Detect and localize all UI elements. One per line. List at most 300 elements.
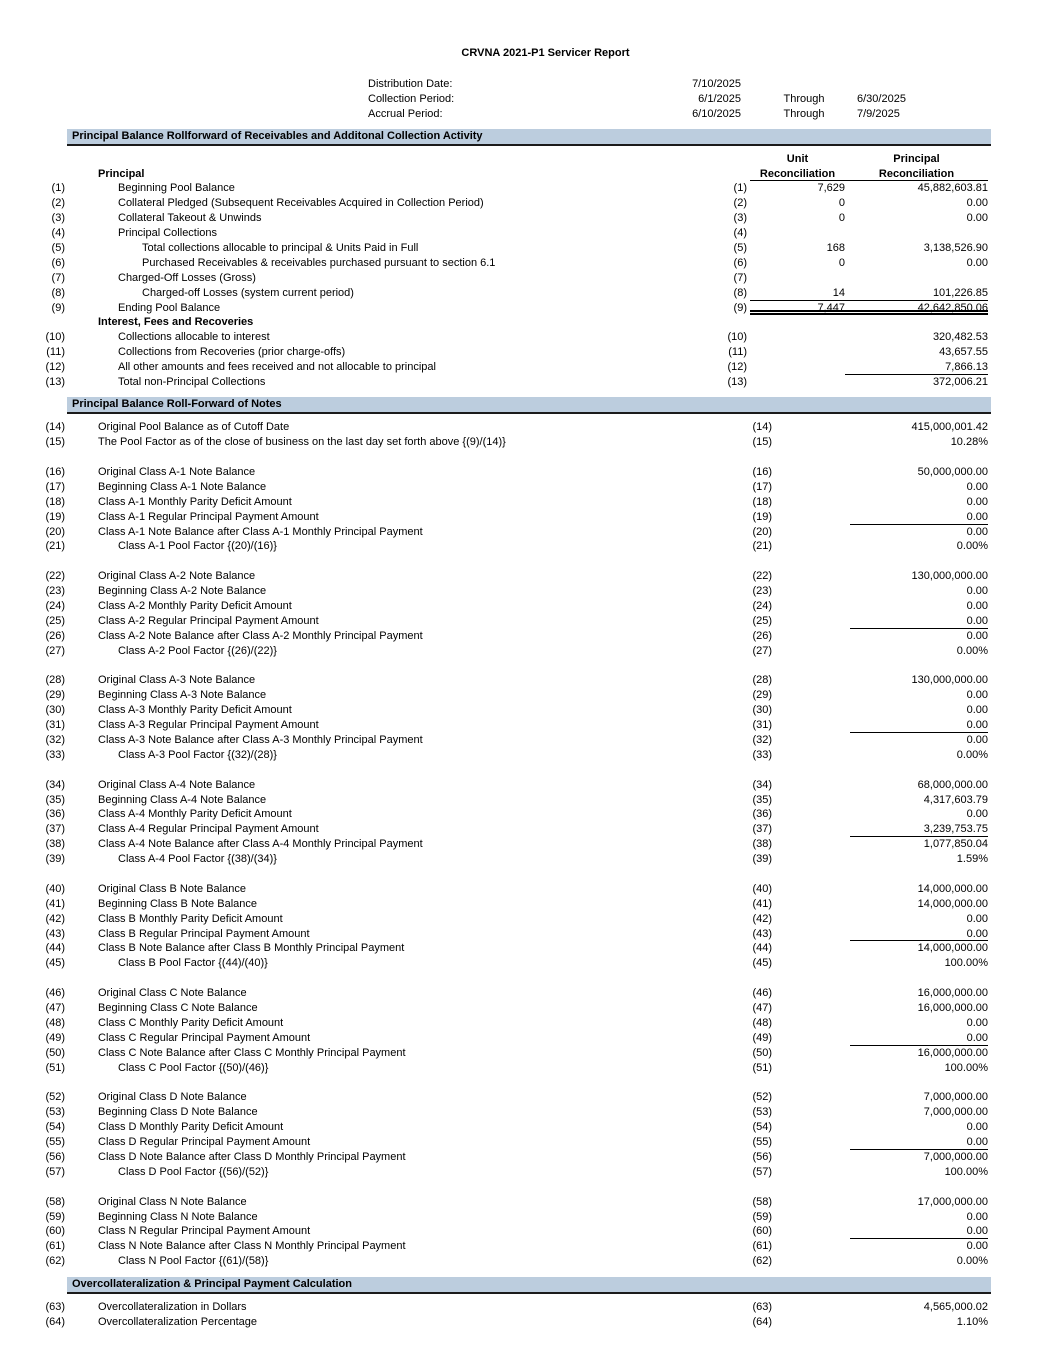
row-number-right: (17) [752,480,772,493]
row-label: Beginning Class A-1 Note Balance [98,480,267,493]
row-label: Beginning Class A-3 Note Balance [98,689,267,702]
principal-value: 0.00% [956,540,988,553]
table-row [0,778,1055,793]
row-number-right: (47) [752,1002,772,1015]
distribution-date-row [0,77,1055,92]
row-label: Class B Pool Factor {(44)/(40)} [118,957,268,970]
row-number: (49) [45,1031,65,1044]
principal-value: 0.00 [966,1210,988,1223]
row-label: Beginning Class A-2 Note Balance [98,585,267,598]
row-label: Class B Note Balance after Class B Monthly Principal Payment [98,942,405,955]
accrual-period-end: 7/9/2025 [857,107,900,120]
principal-reconciliation-value: 42,642,850.06 [917,301,988,314]
table-row [0,435,1055,450]
row-number-right: (62) [752,1255,772,1268]
row-number-right: (46) [752,987,772,1000]
row-label: Class A-4 Regular Principal Payment Amount [98,823,319,836]
table-row [0,599,1055,614]
row-label: Class A-2 Pool Factor {(26)/(22)} [118,644,277,657]
row-number: (18) [45,495,65,508]
row-number-right: (63) [752,1301,772,1314]
row-number: (4) [51,227,65,240]
table-row [0,837,1055,852]
notes-rollforward-table [0,420,1055,1269]
principal-value: 50,000,000.00 [917,465,988,478]
row-number-right: (52) [752,1091,772,1104]
row-number-right: (51) [752,1061,772,1074]
row-label: Class B Regular Principal Payment Amount [98,927,310,940]
table-row [0,211,1055,226]
principal-value: 0.00 [966,600,988,612]
row-number: (64) [45,1315,65,1328]
row-number-right: (13) [727,376,747,389]
unit-reconciliation-value: 7,629 [817,182,845,195]
row-label: Class C Regular Principal Payment Amount [98,1031,311,1044]
row-number-right: (26) [752,629,772,642]
row-number: (5) [51,242,65,255]
principal-reconciliation-value: 45,882,603.81 [917,182,988,195]
row-number-right: (16) [752,465,772,478]
row-number-right: (53) [752,1106,772,1119]
table-row [0,897,1055,912]
principal-value: 0.00 [966,585,988,598]
table-row [0,1315,1055,1330]
principal-value: 130,000,000.00 [911,674,988,687]
row-number-right: (48) [752,1016,772,1029]
spacer [0,61,1055,77]
row-number: (14) [45,421,65,434]
row-number: (31) [45,719,65,732]
table-row [0,525,1055,540]
row-number-right: (9) [733,301,747,314]
row-label: Class A-4 Note Balance after Class A-4 Monthly Principal Payment [98,838,423,851]
spacer-row [0,554,1055,569]
row-label: Class A-3 Regular Principal Payment Amount [98,719,319,732]
principal-reconciliation-header-line1: Principal [893,152,940,165]
row-label: Class A-3 Monthly Parity Deficit Amount [98,704,292,717]
row-label: Class N Pool Factor {(61)/(58)} [118,1255,269,1268]
row-number: (55) [45,1136,65,1149]
spacer-row [0,1180,1055,1195]
collection-period-label: Collection Period: [368,92,455,105]
table-row [0,1120,1055,1135]
table-row [0,986,1055,1001]
table-row [0,271,1055,286]
table-row [0,956,1055,971]
row-number: (20) [45,525,65,538]
table-row [0,1046,1055,1061]
row-number: (41) [45,897,65,910]
table-row [0,912,1055,927]
row-number: (35) [45,793,65,806]
accrual-period-start: 6/10/2025 [692,107,741,120]
principal-value: 1.59% [956,853,988,866]
row-label: Beginning Pool Balance [118,182,235,195]
row-number-right: (19) [752,510,772,523]
row-number: (34) [45,778,65,791]
table-row [0,1239,1055,1254]
row-number-right: (38) [752,838,772,851]
spacer [0,390,1055,397]
row-label: Class C Monthly Parity Deficit Amount [98,1016,284,1029]
row-number-right: (36) [752,808,772,821]
row-label: Class A-1 Note Balance after Class A-1 Monthly Principal Payment [98,525,423,538]
principal-value: 0.00 [850,1224,988,1239]
principal-reconciliation-value: 0.00 [966,212,988,225]
accrual-period-row [0,107,1055,122]
unit-reconciliation-value: 0 [838,212,845,225]
row-number-right: (28) [752,674,772,687]
subsection-title: Interest, Fees and Recoveries [98,316,254,329]
row-label: Beginning Class N Note Balance [98,1210,258,1223]
table-row [0,584,1055,599]
principal-reconciliation-value: 372,006.21 [932,376,988,389]
table-row [0,375,1055,390]
principal-value: 10.28% [950,436,988,449]
unit-reconciliation-value: 14 [832,286,845,299]
table-row [0,644,1055,659]
row-number: (15) [45,436,65,449]
row-number: (62) [45,1255,65,1268]
principal-value: 100.00% [944,1165,988,1178]
row-number-right: (30) [752,704,772,717]
distribution-date-value: 7/10/2025 [692,78,741,90]
row-number-right: (27) [752,644,772,657]
receivables-rollforward-table [0,181,1055,389]
principal-value: 0.00% [956,644,988,657]
principal-value: 1,077,850.04 [923,838,988,851]
table-row [0,807,1055,822]
table-row [0,569,1055,584]
spacer-row [0,659,1055,674]
table-row [0,852,1055,867]
row-number: (44) [45,942,65,955]
row-label: Beginning Class C Note Balance [98,1002,258,1015]
row-label: Collateral Pledged (Subsequent Receivables Acquired in Collection Period) [118,197,484,210]
table-row [0,539,1055,554]
row-number-right: (29) [752,689,772,702]
table-row [0,301,1055,316]
table-row [0,1165,1055,1180]
row-number: (12) [45,361,65,374]
principal-value: 3,239,753.75 [850,822,988,837]
row-number-right: (7) [733,271,747,284]
row-number: (21) [45,540,65,553]
row-number: (28) [45,674,65,687]
row-label: Original Pool Balance as of Cutoff Date [98,421,290,434]
unit-reconciliation-header-line1: Unit [786,152,809,165]
row-label: Class A-2 Regular Principal Payment Amount [98,614,319,627]
principal-value: 0.00 [966,734,988,747]
row-number: (54) [45,1121,65,1134]
row-number-right: (24) [752,600,772,612]
accrual-through-label: Through [783,107,825,120]
spacer [0,1269,1055,1277]
row-number: (32) [45,734,65,747]
principal-value: 0.00 [966,1016,988,1029]
row-number: (47) [45,1002,65,1015]
table-row [0,733,1055,748]
row-label: Class A-3 Note Balance after Class A-3 Monthly Principal Payment [98,734,423,747]
row-label: Class A-2 Monthly Parity Deficit Amount [98,600,292,612]
row-number: (52) [45,1091,65,1104]
collection-through-label: Through [783,92,825,105]
table-row [0,927,1055,942]
row-number: (63) [45,1301,65,1314]
row-label: Class C Pool Factor {(50)/(46)} [118,1061,269,1074]
row-number-right: (56) [752,1150,772,1163]
row-label: Class D Note Balance after Class D Monthly Principal Payment [98,1150,406,1163]
principal-value: 0.00 [966,480,988,493]
row-number-right: (32) [752,734,772,747]
principal-value: 16,000,000.00 [917,987,988,1000]
principal-reconciliation-value: 43,657.55 [939,346,988,359]
row-number: (2) [51,197,65,210]
unit-reconciliation-value [750,345,845,360]
unit-reconciliation-value [750,330,845,345]
spacer-row [0,971,1055,986]
unit-reconciliation-value [750,360,845,375]
row-number: (57) [45,1165,65,1178]
spacer [0,122,1055,129]
table-row [0,510,1055,525]
overcollateralization-table [0,1300,1055,1330]
principal-reconciliation-header-line2: Reconciliation [878,167,955,180]
row-number-right: (59) [752,1210,772,1223]
spacer-row [0,867,1055,882]
principal-value: 0.00 [966,525,988,538]
row-number: (38) [45,838,65,851]
row-number: (40) [45,882,65,895]
table-row [0,1254,1055,1269]
accrual-period-label: Accrual Period: [368,107,443,120]
column-header-row-1 [0,152,1055,167]
principal-value: 0.00 [966,1121,988,1134]
row-number: (3) [51,212,65,225]
table-row [0,480,1055,495]
row-number-right: (41) [752,897,772,910]
row-number-right: (43) [752,927,772,940]
row-label: Overcollateralization in Dollars [98,1301,247,1314]
row-number: (60) [45,1225,65,1238]
table-row [0,1224,1055,1239]
table-row [0,1150,1055,1165]
unit-reconciliation-value [750,375,845,390]
row-number-right: (5) [733,242,747,255]
table-row [0,360,1055,375]
row-label: Class A-1 Regular Principal Payment Amount [98,510,319,523]
row-number: (39) [45,853,65,866]
principal-value: 4,317,603.79 [923,793,988,806]
row-label: Class A-4 Pool Factor {(38)/(34)} [118,853,277,866]
row-number-right: (57) [752,1165,772,1178]
principal-reconciliation-value: 101,226.85 [932,286,988,299]
row-number-right: (8) [733,286,747,299]
row-number-right: (11) [728,346,747,359]
row-number: (59) [45,1210,65,1223]
principal-value: 0.00 [850,1031,988,1046]
table-row [0,1016,1055,1031]
row-number-right: (21) [752,540,772,553]
principal-reconciliation-value [845,226,988,241]
principal-value: 7,000,000.00 [923,1150,988,1163]
principal-value: 16,000,000.00 [917,1002,988,1015]
row-number-right: (15) [752,436,772,449]
section-header-rollforward-receivables: Principal Balance Rollforward of Receivables and Additonal Collection Activity [67,129,991,146]
row-label: Original Class D Note Balance [98,1091,247,1104]
principal-value: 1.10% [956,1315,988,1328]
row-number: (27) [45,644,65,657]
row-number-right: (37) [752,823,772,836]
principal-value: 130,000,000.00 [911,570,988,583]
row-number: (29) [45,689,65,702]
row-label: Class B Monthly Parity Deficit Amount [98,912,283,925]
row-number-right: (10) [727,331,747,344]
row-number-right: (58) [752,1195,772,1208]
table-row [0,1105,1055,1120]
row-label: Original Class B Note Balance [98,882,246,895]
row-number: (16) [45,465,65,478]
row-label: Collections allocable to interest [118,331,270,344]
principal-value: 0.00% [956,1255,988,1268]
principal-value: 0.00 [966,495,988,508]
principal-reconciliation-value: 7,866.13 [845,360,988,375]
table-row [0,256,1055,271]
principal-value: 14,000,000.00 [917,942,988,955]
row-number-right: (61) [752,1240,772,1253]
principal-value: 0.00 [966,808,988,821]
row-number-right: (60) [752,1225,772,1238]
row-number-right: (23) [752,585,772,598]
section-header-overcollateralization: Overcollateralization & Principal Payment Calculation [67,1277,991,1294]
row-number: (25) [45,614,65,627]
row-number: (17) [45,480,65,493]
table-row [0,703,1055,718]
principal-value: 16,000,000.00 [917,1046,988,1059]
collection-period-row [0,92,1055,107]
row-number-right: (3) [733,212,747,225]
unit-reconciliation-value: 7,447 [817,301,845,314]
row-label: Class A-3 Pool Factor {(32)/(28)} [118,748,277,761]
principal-value: 4,565,000.02 [923,1301,988,1314]
report-title: CRVNA 2021-P1 Servicer Report [461,47,630,59]
principal-value: 7,000,000.00 [923,1091,988,1104]
table-row [0,688,1055,703]
row-number: (56) [45,1150,65,1163]
table-row [0,241,1055,256]
row-label: Class A-1 Monthly Parity Deficit Amount [98,495,292,508]
row-label: Class C Note Balance after Class C Monthly Principal Payment [98,1046,406,1059]
row-number: (61) [45,1240,65,1253]
row-label: Charged-off Losses (system current period) [142,286,354,299]
row-number-right: (14) [752,421,772,434]
unit-reconciliation-value: 168 [826,242,845,255]
row-label: Beginning Class B Note Balance [98,897,257,910]
row-label: Class A-1 Pool Factor {(20)/(16)} [118,540,277,553]
row-number-right: (33) [752,748,772,761]
principal-value: 0.00 [850,718,988,733]
table-row [0,495,1055,510]
table-row [0,1135,1055,1150]
principal-value: 0.00 [966,704,988,717]
principal-reconciliation-value: 320,482.53 [932,331,988,344]
row-number: (22) [45,570,65,583]
row-number-right: (6) [733,256,747,269]
row-number: (11) [46,346,65,359]
table-row [0,673,1055,688]
row-number-right: (4) [733,227,747,240]
row-label: Beginning Class A-4 Note Balance [98,793,267,806]
row-label: Beginning Class D Note Balance [98,1106,258,1119]
row-label: Original Class C Note Balance [98,987,247,1000]
unit-reconciliation-value [750,226,845,241]
row-label: The Pool Factor as of the close of business on the last day set forth above {(9)/(14)} [98,436,506,449]
row-number: (24) [45,600,65,612]
row-label: Charged-Off Losses (Gross) [118,271,256,284]
table-row [0,196,1055,211]
row-number-right: (50) [752,1046,772,1059]
unit-reconciliation-value: 0 [838,256,845,269]
row-number-right: (31) [752,719,772,732]
row-number: (48) [45,1016,65,1029]
row-number: (50) [45,1046,65,1059]
row-number: (37) [45,823,65,836]
row-number: (58) [45,1195,65,1208]
table-row [0,629,1055,644]
principal-reconciliation-value [845,271,988,286]
row-label: Original Class N Note Balance [98,1195,247,1208]
row-number-right: (42) [752,912,772,925]
subsection-header-row [0,315,1055,330]
principal-reconciliation-value: 3,138,526.90 [923,242,988,255]
row-number-right: (39) [752,853,772,866]
row-number: (6) [51,256,65,269]
row-number: (26) [45,629,65,642]
principal-value: 0.00 [850,614,988,629]
row-number: (51) [45,1061,65,1074]
table-row [0,941,1055,956]
table-row [0,345,1055,360]
spacer-row [0,763,1055,778]
table-row [0,1090,1055,1105]
row-label: Collateral Takeout & Unwinds [118,212,262,225]
row-number: (43) [45,927,65,940]
unit-reconciliation-value: 0 [838,197,845,210]
row-number-right: (22) [752,570,772,583]
row-label: Class D Pool Factor {(56)/(52)} [118,1165,269,1178]
section-header-rollforward-notes: Principal Balance Roll-Forward of Notes [67,397,991,414]
row-number: (7) [51,271,65,284]
row-number: (42) [45,912,65,925]
spacer-row [0,1076,1055,1091]
row-number: (1) [51,182,65,195]
principal-value: 14,000,000.00 [917,882,988,895]
principal-value: 68,000,000.00 [917,778,988,791]
table-row [0,330,1055,345]
row-label: Class D Regular Principal Payment Amount [98,1136,311,1149]
row-label: Original Class A-3 Note Balance [98,674,256,687]
row-label: Principal Collections [118,227,218,240]
row-number: (23) [45,585,65,598]
row-number-right: (1) [733,182,747,195]
principal-value: 17,000,000.00 [917,1195,988,1208]
row-label: Overcollateralization Percentage [98,1315,257,1328]
table-row [0,420,1055,435]
row-number-right: (35) [752,793,772,806]
row-number-right: (12) [727,361,747,374]
table-row [0,748,1055,763]
collection-period-end: 6/30/2025 [857,92,906,105]
